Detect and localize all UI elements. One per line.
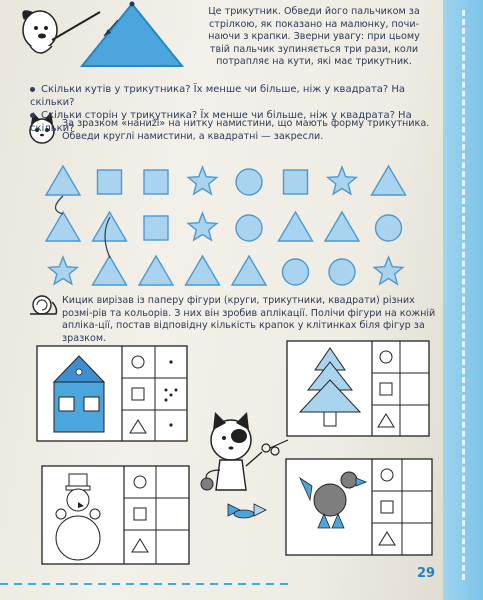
bead-square xyxy=(144,170,168,194)
bead-triangle xyxy=(372,166,406,195)
question-sides: Скільки сторін у трикутника? Їх менше чи більше, ніж у квадрата? На скільки? xyxy=(30,110,412,134)
bead-square xyxy=(284,170,308,194)
bead-rows xyxy=(46,166,406,285)
bead-square xyxy=(98,170,122,194)
dog-pointer-icon xyxy=(22,10,100,53)
bead-circle xyxy=(236,169,262,195)
applique-snowman xyxy=(42,466,189,564)
task1-text: За зразком «наниži» на нитку намистини, що мають форму трикутника. Обведи круглі намистини, а квадратні — закресли. xyxy=(62,118,430,142)
bead-triangle xyxy=(325,212,359,241)
bead-triangle xyxy=(232,256,266,285)
page-number: 29 xyxy=(417,566,436,581)
bead-triangle xyxy=(46,166,80,195)
bead-square xyxy=(144,216,168,240)
big-triangle-sample xyxy=(82,2,182,67)
bead-circle xyxy=(329,259,355,285)
bullet-icon xyxy=(30,87,35,92)
bullet-icon xyxy=(30,113,35,118)
bead-star xyxy=(188,167,217,194)
bead-star xyxy=(188,213,217,240)
task2-text: Кицик вирізав із паперу фігури (круги, трикутники, квадрати) різних розмі-рів та кольорів. З них він зробив аплікації. Полічи фігури на кожній апліка-ції, постав відповідну кількість крапок у клітинках біля фігур за зразком. xyxy=(62,295,436,344)
bead-triangle xyxy=(93,212,127,241)
bead-star xyxy=(374,257,403,284)
snail-task-icon xyxy=(30,296,57,314)
applique-bird xyxy=(286,459,432,555)
bead-circle xyxy=(283,259,309,285)
applique-house xyxy=(37,346,187,441)
bead-triangle xyxy=(279,212,313,241)
bead-star xyxy=(328,167,357,194)
bead-star xyxy=(49,257,78,284)
bead-triangle xyxy=(46,212,80,241)
cat-with-scissors-illustration xyxy=(201,412,288,518)
bead-circle xyxy=(376,215,402,241)
bead-triangle xyxy=(139,256,173,285)
bead-triangle xyxy=(93,256,127,285)
bead-circle xyxy=(236,215,262,241)
question-angles: Скільки кутів у трикутника? Їх менше чи більше, ніж у квадрата? На скільки? xyxy=(30,84,406,108)
applique-tree xyxy=(287,341,429,436)
bead-triangle xyxy=(186,256,220,285)
intro-text: Це трикутник. Обведи його пальчиком за стрілкою, як показано на малюнку, почи-наючи з крапки. Зверни увагу: при цьому твій пальчик зупиняється три рази, коли потрапляє на кути, які має трикутник. xyxy=(208,6,420,67)
